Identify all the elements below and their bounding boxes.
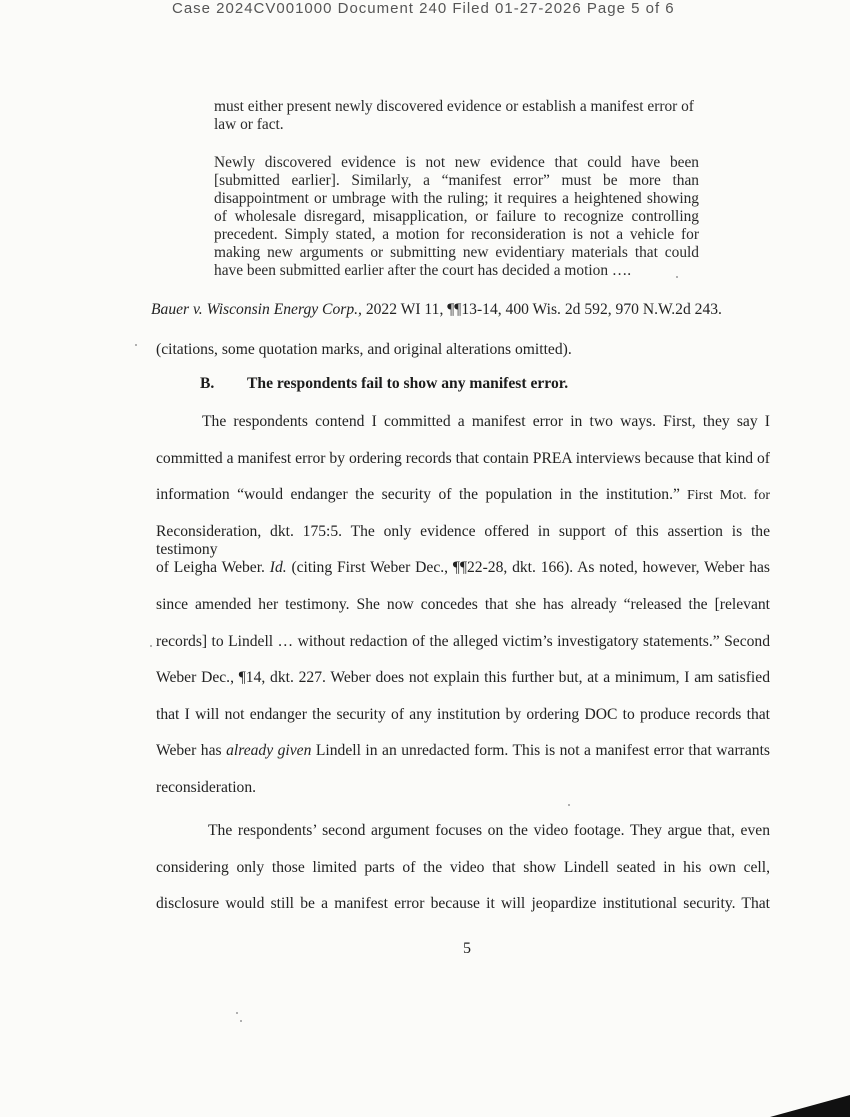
paragraph-line: since amended her testimony. She now concedes that she has already “released the [relevant <box>156 595 770 613</box>
section-letter: B. <box>200 375 215 392</box>
scan-speck <box>568 804 570 806</box>
scan-speck <box>150 645 152 647</box>
paragraph-line: disclosure would still be a manifest error because it will jeopardize institutional security. That <box>156 895 770 913</box>
page-number: 5 <box>463 940 471 957</box>
paragraph-line: considering only those limited parts of the video that show Lindell seated in his own cell, <box>156 858 770 876</box>
paragraph-manifest-error <box>156 413 770 816</box>
case-reporter: 2022 WI 11, ¶¶13-14, 400 Wis. 2d 592, 970 N.W.2d 243. <box>361 301 722 318</box>
paragraph-line: The respondents contend I committed a manifest error in two ways. First, they say I <box>202 413 770 430</box>
case-name: Bauer v. Wisconsin Energy Corp., <box>151 301 362 318</box>
court-filing-stamp <box>172 0 675 25</box>
id-signal: Id. <box>269 559 287 577</box>
block-quote-body: Newly discovered evidence is not new evidence that could have been [submitted earlier]. Similarly, a “manifest error” must be more than disappointment or umbrage with the ruling; it requires a heightened showing of wholesale disregard, misapplication, or failure to recognize controlling precedent. Simply stated, a motion for reconsideration is not a vehicle for making new arguments or submitting new evidentiary materials that could have been submitted earlier after the court has decided a motion …. <box>214 154 699 279</box>
text-fragment: Lindell in an unredacted form. This is not a manifest error that warrants <box>311 742 770 760</box>
section-heading <box>200 375 568 393</box>
paragraph-line: records] to Lindell … without redaction of the alleged victim’s investigatory statements.” Second <box>156 632 770 650</box>
scan-speck <box>676 276 678 278</box>
emphasis: already given <box>226 742 312 760</box>
text-fragment: Weber has <box>156 742 227 760</box>
case-citation <box>151 301 771 319</box>
paragraph-line <box>156 559 770 596</box>
section-title: The respondents fail to show any manifest error. <box>247 375 569 392</box>
scan-speck <box>135 344 137 346</box>
paragraph-line: reconsideration. <box>156 778 257 796</box>
paragraph-line <box>156 742 770 779</box>
paragraph-line: that I will not endanger the security of any institution by ordering DOC to produce records that <box>156 705 770 723</box>
text-fragment: of Leigha Weber. <box>156 559 270 577</box>
paragraph-line <box>156 486 770 523</box>
scan-shadow-corner <box>770 1095 850 1117</box>
motion-reference: First Mot. for <box>679 488 770 504</box>
filing-stamp-text: Case 2024CV001000 Document 240 Filed 01-27-2026 Page 5 of 6 <box>172 0 675 17</box>
paragraph-line: committed a manifest error by ordering records that contain PREA interviews because that kind of <box>156 449 770 467</box>
text-fragment: (citing First Weber Dec., ¶¶22-28, dkt. 166). As noted, however, Weber has <box>286 559 770 577</box>
paragraph-line: Weber Dec., ¶14, dkt. 227. Weber does not explain this further but, at a minimum, I am satisfied <box>156 669 770 687</box>
citation-parenthetical: (citations, some quotation marks, and original alterations omitted). <box>156 341 572 358</box>
paragraph-line: Reconsideration, dkt. 175:5. The only evidence offered in support of this assertion is the testimony <box>156 522 770 558</box>
paragraph-line: The respondents’ second argument focuses on the video footage. They argue that, even <box>208 822 770 839</box>
quoted-phrase: information “would endanger the security of the population in the institution.” <box>156 486 680 504</box>
block-quote-intro: must either present newly discovered evidence or establish a manifest error of law or fact. <box>214 98 694 133</box>
paragraph-video-footage <box>156 822 770 932</box>
scan-speck <box>240 1020 242 1022</box>
scan-speck <box>236 1012 238 1014</box>
